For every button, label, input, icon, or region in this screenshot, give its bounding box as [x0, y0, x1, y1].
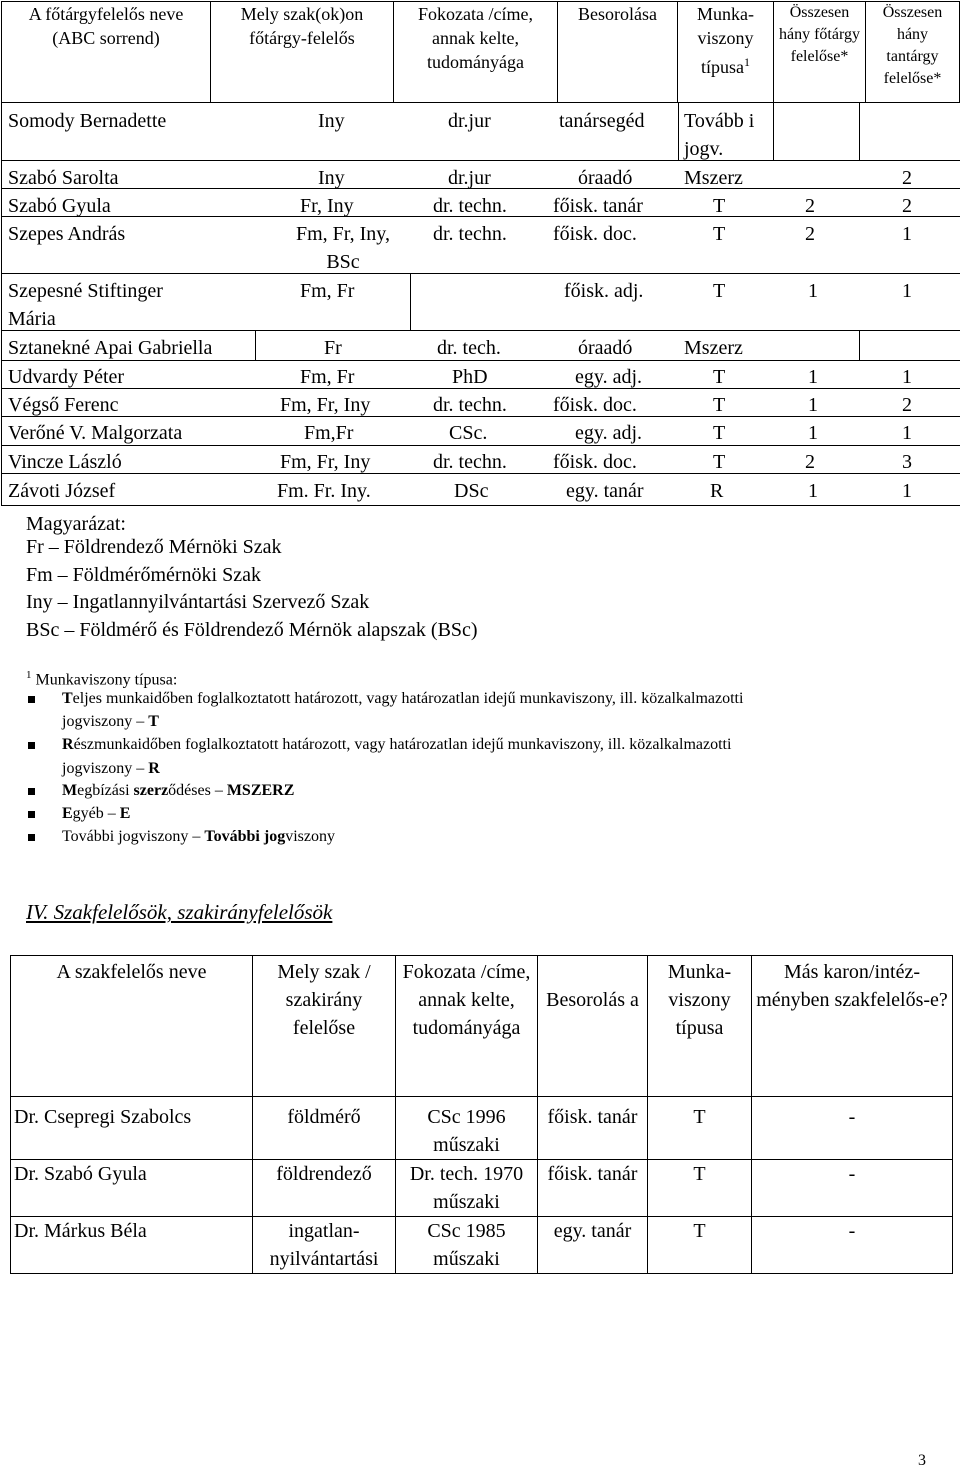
cell-total-subjects: 1	[902, 422, 912, 444]
cell-main-subjects: 1	[808, 366, 818, 388]
cell-employment: T	[713, 422, 726, 444]
cell-main-subjects: 1	[808, 480, 818, 502]
cell-rank: főisk. adj.	[564, 280, 644, 302]
header-cell: Munka-viszony típusa$^1$	[678, 2, 774, 103]
cell-majors: Fm. Fr. Iny.	[277, 480, 371, 502]
cell-rank: óraadó	[578, 337, 633, 359]
cell-rank: egy. tanár	[566, 480, 644, 502]
footnote-marker: 1	[26, 669, 32, 681]
header-cell: A szakfelelős neve	[11, 956, 253, 1097]
cell-name: Udvardy Péter	[8, 366, 125, 388]
cell-employment: T	[713, 195, 726, 217]
cell-total-subjects: 1	[902, 223, 912, 245]
cell-employment: T	[648, 1217, 752, 1274]
cell-name: Szepes András	[8, 223, 126, 245]
cell-rank: egy. tanár	[538, 1217, 648, 1274]
legend-title: Magyarázat:	[26, 513, 126, 535]
cell-degree: dr. techn.	[433, 195, 507, 217]
cell-name: Sztanekné Apai Gabriella	[8, 337, 213, 359]
program-responsibles-table	[10, 955, 953, 1274]
footnote-item-cont: jogviszony – R	[62, 760, 160, 777]
cell-major: földmérő	[253, 1097, 396, 1160]
footnote-item: Teljes munkaidőben foglalkoztatott határozott, vagy határozatlan idejű munkaviszony, ill. közalkalmazotti	[62, 690, 744, 707]
cell-name: Závoti József	[8, 480, 116, 502]
cell-degree: dr. techn.	[433, 223, 507, 245]
cell-employment: T	[713, 451, 726, 473]
cell-main-subjects: 1	[808, 280, 818, 302]
cell-degree: DSc	[454, 480, 489, 502]
cell-main-subjects: 1	[808, 394, 818, 416]
table-row	[11, 1217, 953, 1274]
cell-rank: főisk. doc.	[553, 451, 637, 473]
footnote-item-cont: jogviszony – T	[62, 713, 159, 730]
header-cell: Mely szak(ok)on főtárgy-felelős	[211, 2, 394, 103]
legend-item: BSc – Földmérő és Földrendező Mérnök alapszak (BSc)	[26, 619, 478, 641]
cell-degree: Dr. tech. 1970 műszaki	[396, 1160, 538, 1217]
cell-employment: Tovább i jogv.	[684, 110, 755, 160]
cell-total-subjects: 2	[902, 394, 912, 416]
cell-name: Verőné V. Malgorzata	[8, 422, 183, 444]
cell-total-subjects: 2	[902, 167, 912, 189]
cell-main-subjects: 2	[805, 195, 815, 217]
cell-employment: T	[713, 366, 726, 388]
cell-name: Vincze László	[8, 451, 122, 473]
cell-rank: óraadó	[578, 167, 633, 189]
cell-rank: főisk. doc.	[553, 394, 637, 416]
cell-employment: Mszerz	[684, 337, 743, 359]
table-header-row	[11, 956, 953, 1097]
cell-rank: főisk. tanár	[538, 1160, 648, 1217]
header-cell: Mely szak / szakirány felelőse	[253, 956, 396, 1097]
bullet-icon	[28, 811, 35, 818]
cell-employment: T	[648, 1097, 752, 1160]
cell-majors: Fm, Fr	[300, 366, 355, 388]
legend-item: Fm – Földmérőmérnöki Szak	[26, 564, 261, 586]
cell-major: földrendező	[253, 1160, 396, 1217]
cell-majors: Iny	[318, 110, 345, 132]
cell-degree: CSc.	[449, 422, 488, 444]
cell-name: Szepesné Stiftinger Mária	[8, 280, 163, 330]
legend-item: Iny – Ingatlannyilvántartási Szervező Szak	[26, 591, 370, 613]
header-cell: Összesen hány főtárgy felelőse*	[774, 2, 866, 103]
cell-degree: dr. tech.	[437, 337, 501, 359]
cell-name: Dr. Szabó Gyula	[11, 1160, 253, 1217]
cell-employment: T	[713, 223, 726, 245]
cell-name: Szabó Sarolta	[8, 167, 119, 189]
cell-majors: Fm,Fr	[304, 422, 354, 444]
header-cell: Fokozata /címe, annak kelte, tudományága	[396, 956, 538, 1097]
header-cell: Besorolása	[558, 2, 678, 103]
cell-degree: dr. techn.	[433, 451, 507, 473]
table-row	[11, 1160, 953, 1217]
page-number: 3	[918, 1452, 926, 1469]
header-cell: Besorolás a	[538, 956, 648, 1097]
cell-main-subjects: 1	[808, 422, 818, 444]
footnote-marker: 1	[744, 55, 750, 69]
cell-majors: Fm, Fr, Iny	[280, 394, 371, 416]
cell-rank: főisk. tanár	[553, 195, 643, 217]
bullet-icon	[28, 696, 35, 703]
cell-other-faculty: -	[752, 1160, 953, 1217]
footnote-item: Egyéb – E	[62, 805, 131, 822]
cell-total-subjects: 1	[902, 280, 912, 302]
cell-majors: Fm, Fr, Iny, BSc	[295, 223, 391, 273]
cell-main-subjects: 2	[805, 223, 815, 245]
cell-majors: Fm, Fr	[300, 280, 355, 302]
cell-major: ingatlan-nyilvántartási	[253, 1217, 396, 1274]
bullet-icon	[28, 742, 35, 749]
cell-rank: egy. adj.	[575, 422, 643, 444]
footnote-item: További jogviszony – További jogviszony	[62, 828, 335, 845]
cell-rank: egy. adj.	[575, 366, 643, 388]
cell-name: Somody Bernadette	[8, 110, 167, 132]
cell-main-subjects: 2	[805, 451, 815, 473]
main-subject-responsibles-table	[1, 1, 960, 103]
cell-total-subjects: 1	[902, 366, 912, 388]
cell-name: Szabó Gyula	[8, 195, 111, 217]
cell-degree: dr.jur	[448, 110, 491, 132]
cell-majors: Fr	[324, 337, 342, 359]
bullet-icon	[28, 788, 35, 795]
footnote-item: Részmunkaidőben foglalkoztatott határozott, vagy határozatlan idejű munkaviszony, ill. közalkalmazotti	[62, 736, 732, 753]
cell-majors: Fm, Fr, Iny	[280, 451, 371, 473]
header-cell: Fokozata /címe, annak kelte, tudományága	[394, 2, 558, 103]
header-cell: Összesen hány tantárgy felelőse*	[866, 2, 960, 103]
cell-degree: dr.jur	[448, 167, 491, 189]
section-title: IV. Szakfelelősök, szakirányfelelősök	[26, 900, 333, 924]
cell-name: Végső Ferenc	[8, 394, 119, 416]
cell-other-faculty: -	[752, 1097, 953, 1160]
cell-rank: főisk. tanár	[538, 1097, 648, 1160]
cell-majors: Fr, Iny	[300, 195, 354, 217]
cell-employment: T	[713, 394, 726, 416]
cell-other-faculty: -	[752, 1217, 953, 1274]
cell-majors: Iny	[318, 167, 345, 189]
cell-employment: R	[710, 480, 724, 502]
footnote-item: Megbízási szerződéses – MSZERZ	[62, 782, 295, 799]
bullet-icon	[28, 834, 35, 841]
footnote-title: $^1$ Munkaviszony típusa:	[26, 669, 178, 689]
cell-total-subjects: 1	[902, 480, 912, 502]
cell-rank: főisk. doc.	[553, 223, 637, 245]
cell-total-subjects: 3	[902, 451, 912, 473]
legend-item: Fr – Földrendező Mérnöki Szak	[26, 536, 282, 558]
cell-name: Dr. Márkus Béla	[11, 1217, 253, 1274]
cell-degree: dr. techn.	[433, 394, 507, 416]
cell-employment: Mszerz	[684, 167, 743, 189]
header-cell: Munka-viszony típusa	[648, 956, 752, 1097]
cell-name: Dr. Csepregi Szabolcs	[11, 1097, 253, 1160]
cell-degree: CSc 1996 műszaki	[396, 1097, 538, 1160]
table-row	[11, 1097, 953, 1160]
cell-degree: PhD	[452, 366, 488, 388]
cell-rank: tanársegéd	[559, 110, 645, 132]
cell-employment: T	[648, 1160, 752, 1217]
cell-total-subjects: 2	[902, 195, 912, 217]
header-cell: Más karon/intéz-ményben szakfelelős-e?	[752, 956, 953, 1097]
table-header-row	[2, 2, 960, 103]
cell-degree: CSc 1985 műszaki	[396, 1217, 538, 1274]
cell-employment: T	[713, 280, 726, 302]
header-cell: A főtárgyfelelős neve (ABC sorrend)	[2, 2, 211, 103]
